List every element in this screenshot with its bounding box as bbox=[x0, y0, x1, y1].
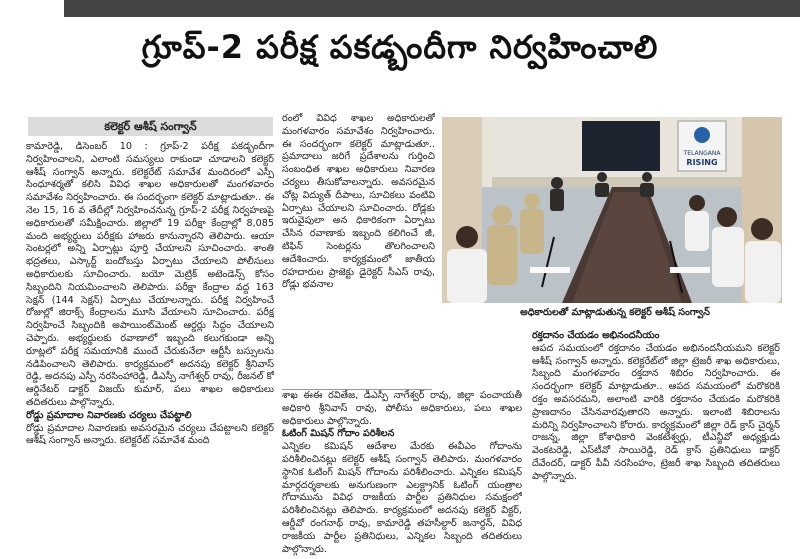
blood-donation-subheading: రక్తదానం చేయడం అభినందనీయం bbox=[532, 330, 660, 341]
col1-tail: రోడ్డు ప్రమాదాల నివారణకు అవసరమైన చర్యలు చేపట్టాలని కలెక్టర్ ఆశీష్ సంగ్వాన్ అన్నారు. కలెక్టరేట్ సమావేశ మంది bbox=[26, 422, 274, 447]
banner-line-1: TELANGANA bbox=[683, 150, 721, 157]
col2-continuation: శాఖ ఈఈ రవితేజ, డీఎస్పీ నాగేశ్వర్ రావు, జిల్లా పంచాయతీ అధికారి శ్రీనివాస్ రావు, పోలీసు అధికారులు, పలు శాఖల అధికారులు పాల్గొన్నారు. bbox=[282, 390, 522, 427]
column-1 bbox=[26, 141, 274, 556]
meeting-photo-illustration bbox=[442, 117, 782, 303]
banner-line-2: RISING bbox=[686, 158, 718, 167]
evm-text: ఎన్నికల కమిషన్ ఆదేశాల మేరకు ఈవీఎం గోదాంను పరిశీలించినట్లు కలెక్టర్ ఆశీష్ సంగ్వాన్ తెలిపారు. మంగళవారం స్థానిక ఓటింగ్ మిషన్ గోదాంను పరిశీలించారు. ఎన్నికల కమిషన్ మార్గదర్శకాలకు అనుగుణంగా ఎలక్ట్రానిక్ ఓటింగ్ యంత్రాల గోదామును వివిధ రాజకీయ పార్టీల ప్రతినిధుల సమక్షంలో పరిశీలించినట్లు తెలిపారు. కార్యక్రమంలో అదనపు కలెక్టర్ విక్టర్, ఆర్డీవో రంగనాథ్ రావు, కామారెడ్డి తహసీల్దార్ జనార్దన్, వివిధ రాజకీయ పార్టీల ప్రతినిధులు, ఎన్నికల సిబ్బంది తదితరులు పాల్గొన్నారు. bbox=[282, 441, 522, 555]
meeting-photo bbox=[442, 117, 782, 303]
col1-subheading: రోడ్డు ప్రమాదాల నివారణకు చర్యలు చేపట్టాలి bbox=[26, 409, 192, 421]
column-2 bbox=[282, 113, 435, 388]
col1-paragraph: కామారెడ్డి, డిసెంబర్ 10 : గ్రూప్-2 పరీక్ష పకడ్బందీగా నిర్వహించాలని, ఎలాంటి సమస్యలు రాకుండా చూడాలని కలెక్టర్ ఆశీష్ సంగ్వాన్ అన్నారు. కలెక్టరేట్ సమావేశ మందిరంలో ఎస్పీ సింధూశర్మతో కలిసి వివిధ శాఖల అధికారులతో మంగళవారం సమావేశం నిర్వహించారు. ఈ సందర్భంగా కలెక్టర్ మాట్లాడుతూ.. ఈ నెల 15, 16 వ తేదీల్లో నిర్వహించనున్న గ్రూప్-2 పరీక్ష నిర్వహణపై అధికారులతో సమీక్షించారు. జిల్లాలో 19 పరీక్షా కేంద్రాల్లో 8,085 మంది అభ్యర్థులు పరీక్షకు హాజరు కానున్నారని తెలిపారు. ఆయా సెంటర్లలో అన్ని ఏర్పాట్లు పూర్తి చేయాలని సూచించారు. శాంతి భద్రతలు, ఎస్కార్ట్ బందోబస్తు ఏర్పాటు చేయాలని పోలీసులు అధికారులకు సూచించారు. బయో మెట్రిక్ అటెండెన్స్ కోసం సిబ్బందిని నియమించాలని తెలిపారు. పరీక్షా కేంద్రాల వద్ద 163 సెక్షన్ (144 సెక్షన్) ఏర్పాటు చేయాలన్నారు. పరీక్ష నిర్వహించే రోజుల్లో జిరాక్స్ కేంద్రాలను మూసి వేయాలని సూచించారు. పరీక్ష నిర్వహించే సిబ్బందికి అపాయింట్‌మెంట్ ఆర్డర్లు సిద్ధం చేయాలని చెప్పారు. అభ్యర్థులకు రవాణాలో ఇబ్బంది కలుగకుండా అన్ని రూట్లలో పరీక్ష సమయానికి ముందే చేరుకునేలా ఆర్టీసీ బస్సులను నడిపించాలని తెలిపారు. కార్యక్రమంలో అదనపు కలెక్టర్ శ్రీనివాస్ రెడ్డి, అదనపు ఎస్పీ నరసింహారెడ్డి, డీఎస్పీ నాగేశ్వర్ రావు, రీజనల్ కో ఆర్డినేటర్ డాక్టర్ విజయ్ కుమార్, పలు శాఖల అధికారులు తదితరులు పాల్గొన్నారు. bbox=[26, 141, 274, 408]
col2-text: రంలో వివిధ శాఖల అధికారులతో మంగళవారం సమావేశం నిర్వహించారు. ఈ సందర్భంగా కలెక్టర్ మాట్లాడుతూ.. ప్రమాదాలు జరిగే ప్రదేశాలను గుర్తించి సంబంధిత శాఖల అధికారులు నివారణ చర్యలు తీసుకోవాలన్నారు. అవసరమైన చోట్ల విద్యుత్ దీపాలు, సూచికలు వంటివి ఏర్పాటు చేయాలని సూచించారు. రోడ్లకు ఇరువైపులా అన ధికారికంగా ఏర్పాటు చేసిన రవాణాకు ఇబ్బంది కలిగించే జీ, టిఫిన్ సెంటర్లను తొలగించాలని ఆదేశించారు. కార్యక్రమంలో జాతీయ రహదారుల ప్రాజెక్టు డైరెక్టర్ సీఎస్ రావు, రోడ్లు భవనాల bbox=[282, 113, 435, 291]
evm-subheading: ఓటింగ్ మిషన్ గోదాం పరిశీలన bbox=[282, 428, 395, 440]
photo-caption: అధికారులతో మాట్లాడుతున్న కలెక్టర్ ఆశీష్ సంగ్వాన్ bbox=[520, 307, 710, 318]
headline: గ్రూప్-2 పరీక్ష పకడ్బందీగా నిర్వహించాలి bbox=[141, 28, 659, 66]
top-bar bbox=[0, 0, 800, 17]
column-3 bbox=[532, 330, 780, 558]
column-2-lower bbox=[282, 390, 522, 558]
top-tab bbox=[0, 0, 64, 17]
blood-donation-text: ఆపద సమయంలో రక్తదానం చేయడం అభినందనీయమని కలెక్టర్ ఆశీష్ సంగ్వాన్ అన్నారు. కలెక్టరేట్‌లో జిల్లా ట్రెజరీ శాఖ అధికారులు, సిబ్బంది మంగళవారం రక్తదాన శిబిరం నిర్వహించారు. ఈ సందర్భంగా కలెక్టర్ మాట్లాడుతూ.. ఆపద సమయంలో మరొకరికి రక్తం అవసరమని, అలాంటి వారికి రక్తదానం చేయడం మరొకరికి ప్రాణదానం చేసినవారవుతారని అన్నారు. ఇలాంటి శిబిరాలను మరిన్ని నిర్వహించాలని కోరారు. కార్యక్రమంలో జిల్లా రెడ్ క్రాస్ చైర్మన్ రాజన్న, జిల్లా కోశాధికారి వెంకటేశ్వర్లు, టీఎన్జీవో అధ్యక్షుడు వెంకటరెడ్డి, ఎస్‌టీవో సాయిరెడ్డి, రెడ్ క్రాస్ ప్రతినిధులు డాక్టర్ దేవేందర్, డాక్టర్ పీవీ నరసింహం, ట్రెజరీ శాఖ సిబ్బంది తదితరులు పాల్గొన్నారు. bbox=[532, 342, 780, 482]
byline: కలెక్టర్ ఆశీష్ సంగ్వాన్ bbox=[28, 117, 273, 136]
